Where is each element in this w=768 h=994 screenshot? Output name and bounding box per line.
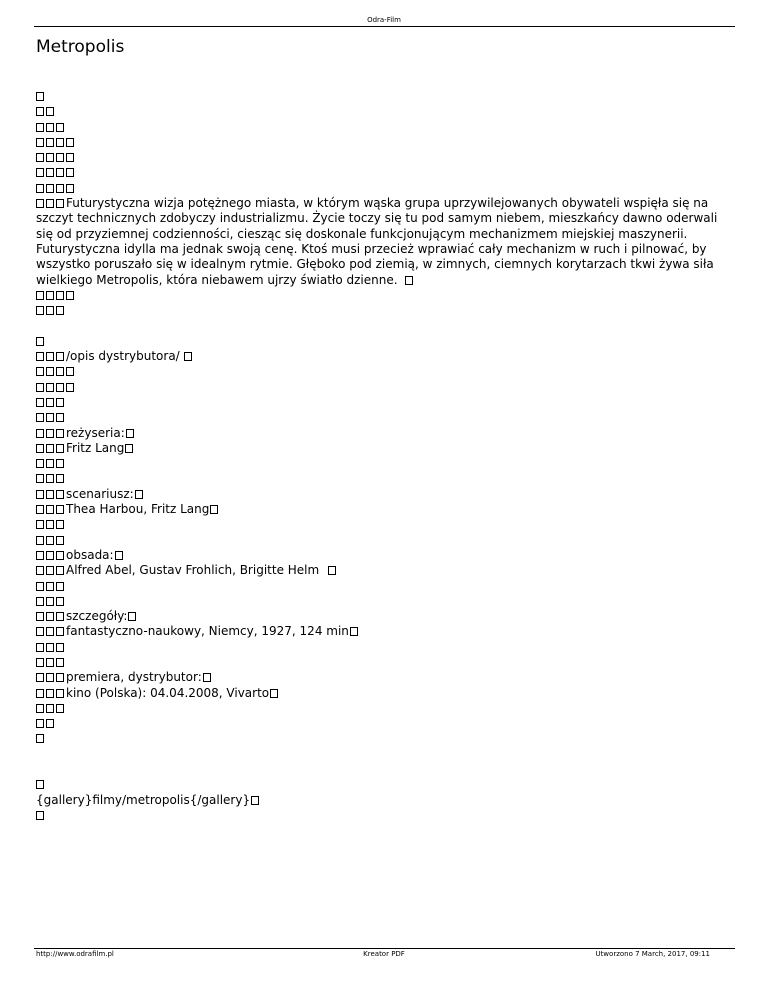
detail-label: [36, 609, 736, 624]
placeholder-line: [36, 594, 736, 609]
placeholder-line: [36, 701, 736, 716]
detail-value: [36, 624, 736, 639]
placeholder-line: [36, 716, 736, 731]
placeholder-line: [36, 517, 736, 532]
gallery-code: [36, 793, 736, 808]
distributor-note: [36, 349, 736, 364]
placeholder-line: [36, 150, 736, 165]
placeholder-line: [36, 471, 736, 486]
film-description: [36, 196, 736, 288]
placeholder-line: [36, 533, 736, 548]
placeholder-line: [36, 303, 736, 318]
detail-value: [36, 441, 736, 456]
detail-label-text: reżyseria:: [66, 425, 125, 440]
detail-value-text: Thea Harbou, Fritz Lang: [66, 502, 210, 517]
detail-value: [36, 563, 736, 578]
detail-label: [36, 670, 736, 685]
detail-label-text: szczegóły:: [66, 609, 128, 624]
detail-value-text: Alfred Abel, Gustav Frohlich, Brigitte Helm: [66, 563, 320, 578]
placeholder-line: [36, 120, 736, 135]
detail-label: [36, 426, 736, 441]
detail-label-text: obsada:: [66, 547, 114, 562]
placeholder-line: [36, 288, 736, 303]
placeholder-line: [36, 380, 736, 395]
detail-label-text: premiera, dystrybutor:: [66, 670, 202, 685]
placeholder-line: [36, 808, 736, 823]
header-site-name: Odra-Film: [367, 16, 401, 24]
distributor-note-text: /opis dystrybutora/: [66, 349, 180, 364]
detail-label: [36, 548, 736, 563]
placeholder-line: [36, 640, 736, 655]
placeholder-line: [36, 181, 736, 196]
placeholder-line: [36, 456, 736, 471]
placeholder-line: [36, 579, 736, 594]
placeholder-line: [36, 395, 736, 410]
placeholder-line: [36, 165, 736, 180]
detail-label: [36, 487, 736, 502]
description-text: Futurystyczna wizja potężnego miasta, w którym wąska grupa uprzywilejowanych obywateli wspięła się na szczyt technicznych zdobyczy industrializmu. Życie toczy się tu pod samym niebem, mieszkańcy dawno oderwali się od przyziemnej codzienności, ciesząc się doskonale funkcjonującym mechanizmem miejskiej maszynerii. Futurystyczna idylla ma jednak swoją cenę. Ktoś musi przecież wprawiać cały mechanizm w ruch i pilnować, by wszystko poruszało się w idealnym rytmie. Głęboko pod ziemią, w zimnych, ciemnych korytarzach tkwi żywa siła wielkiego Metropolis, która niebawem ujrzy światło dzienne.: [36, 196, 718, 287]
placeholder-line: [36, 777, 736, 792]
placeholder-line: [36, 410, 736, 425]
footer-created-date: Utworzono 7 March, 2017, 09:11: [595, 950, 710, 958]
placeholder-line: [36, 731, 736, 746]
footer-url: http://www.odrafilm.pl: [36, 950, 114, 958]
article-body: [36, 89, 736, 823]
placeholder-line: [36, 104, 736, 119]
placeholder-line: [36, 89, 736, 104]
placeholder-line: [36, 334, 736, 349]
detail-value-text: Fritz Lang: [66, 440, 125, 455]
footer-generator: Kreator PDF: [363, 950, 405, 958]
placeholder-line: [36, 655, 736, 670]
placeholder-line: [36, 364, 736, 379]
gallery-code-text: {gallery}filmy/metropolis{/gallery}: [36, 792, 251, 807]
page-title: Metropolis: [36, 37, 125, 57]
placeholder-line: [36, 135, 736, 150]
detail-value-text: fantastyczno-naukowy, Niemcy, 1927, 124 min: [66, 624, 349, 639]
header-divider: [34, 26, 735, 27]
footer-divider: [34, 948, 735, 949]
detail-value: [36, 686, 736, 701]
detail-label-text: scenariusz:: [66, 486, 134, 501]
detail-value: [36, 502, 736, 517]
detail-value-text: kino (Polska): 04.04.2008, Vivarto: [66, 685, 270, 700]
